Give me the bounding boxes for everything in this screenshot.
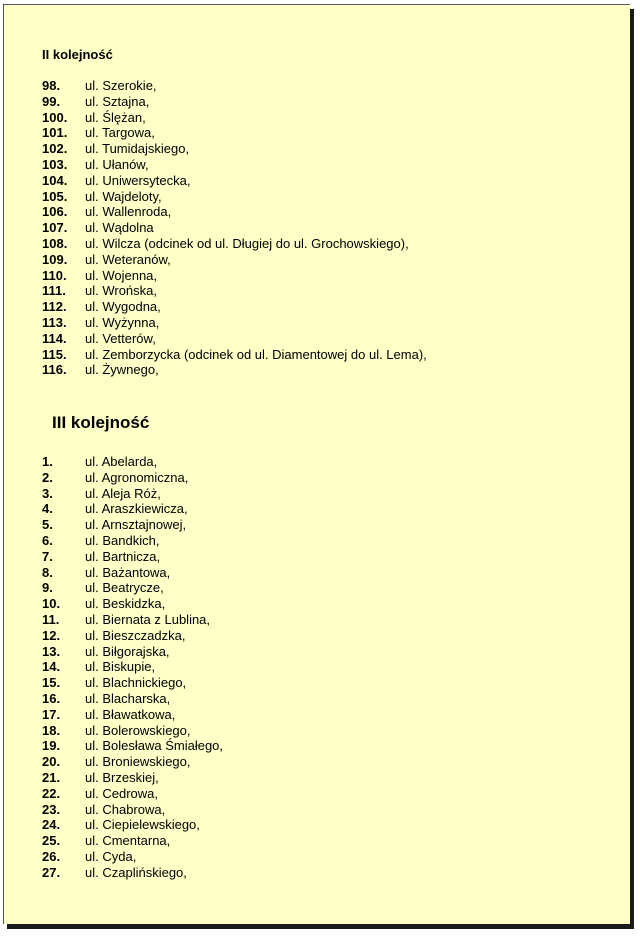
street-name: ul. Tumidajskiego,	[85, 141, 190, 157]
street-list-item	[42, 659, 223, 675]
street-name: ul. Wallenroda,	[85, 204, 172, 220]
street-list-item	[42, 78, 427, 94]
street-name: ul. Bandkich,	[85, 532, 160, 548]
street-list-item	[42, 628, 223, 644]
street-list-item	[42, 565, 223, 581]
street-list-item	[42, 141, 427, 157]
street-name: ul. Broniewskiego,	[85, 754, 191, 770]
street-list-item	[42, 331, 427, 347]
item-number: 106.	[42, 204, 68, 220]
section-2-street-list	[42, 78, 427, 378]
street-list-item	[42, 347, 427, 363]
street-list-item	[42, 157, 427, 173]
item-number: 102.	[42, 141, 68, 157]
item-number: 19.	[42, 738, 61, 754]
street-name: ul. Biłgorajska,	[85, 643, 170, 659]
street-list-item	[42, 94, 427, 110]
item-number: 111.	[42, 283, 66, 299]
street-list-item	[42, 299, 427, 315]
street-list-item	[42, 470, 223, 486]
item-number: 21.	[42, 769, 61, 785]
item-number: 9.	[42, 580, 53, 596]
street-name: ul. Sztajna,	[85, 93, 150, 109]
street-name: ul. Abelarda,	[85, 454, 158, 469]
street-list-item	[42, 517, 223, 533]
street-list-item	[42, 580, 223, 596]
street-name: ul. Brzeskiej,	[85, 769, 159, 785]
street-list-item	[42, 817, 223, 833]
item-number: 1.	[42, 454, 53, 469]
item-number: 25.	[42, 833, 61, 849]
street-list-item	[42, 707, 223, 723]
street-list-item	[42, 252, 427, 268]
street-list-item	[42, 486, 223, 502]
item-number: 2.	[42, 469, 53, 485]
item-number: 22.	[42, 785, 61, 801]
item-number: 11.	[42, 611, 60, 627]
street-list-item	[42, 362, 427, 378]
street-name: ul. Wądolna	[85, 220, 154, 236]
street-name: ul. Beskidzka,	[85, 596, 166, 612]
item-number: 13.	[42, 643, 61, 659]
street-name: ul. Wajdeloty,	[85, 188, 162, 204]
item-number: 105.	[42, 188, 68, 204]
street-name: ul. Araszkiewicza,	[85, 501, 188, 517]
item-number: 114.	[42, 330, 67, 346]
street-list-item	[42, 675, 223, 691]
item-number: 110.	[42, 267, 67, 283]
street-name: ul. Wrońska,	[85, 283, 158, 299]
street-name: ul. Bartnicza,	[85, 548, 161, 564]
street-name: ul. Cmentarna,	[85, 833, 171, 849]
street-list-item	[42, 738, 223, 754]
street-name: ul. Wyżynna,	[85, 314, 160, 330]
street-list-item	[42, 110, 427, 126]
street-name: ul. Blacharska,	[85, 690, 171, 706]
item-number: 24.	[42, 817, 61, 833]
street-name: ul. Cyda,	[85, 848, 137, 864]
item-number: 6.	[42, 532, 53, 548]
item-number: 107.	[42, 220, 68, 236]
item-number: 99.	[42, 93, 61, 109]
item-number: 5.	[42, 517, 53, 533]
item-number: 14.	[42, 659, 61, 675]
street-name: ul. Biskupie,	[85, 659, 156, 675]
street-list-item	[42, 125, 427, 141]
street-name: ul. Wilcza (odcinek od ul. Długiej do ul. Grochowskiego),	[85, 235, 409, 251]
street-list-item	[42, 723, 223, 739]
street-list-item	[42, 849, 223, 865]
street-name: ul. Wojenna,	[85, 267, 158, 283]
item-number: 18.	[42, 722, 61, 738]
section-3-street-list	[42, 454, 223, 881]
item-number: 7.	[42, 548, 53, 564]
item-number: 113.	[42, 314, 67, 330]
street-list-item	[42, 612, 223, 628]
street-list-item	[42, 315, 427, 331]
item-number: 3.	[42, 485, 53, 501]
street-list-item	[42, 865, 223, 881]
item-number: 23.	[42, 801, 61, 817]
street-list-item	[42, 770, 223, 786]
item-number: 17.	[42, 706, 61, 722]
section-3-heading: III kolejność	[52, 413, 150, 432]
street-name: ul. Aleja Róż,	[85, 485, 161, 501]
street-list-item	[42, 691, 223, 707]
street-name: ul. Weteranów,	[85, 251, 171, 267]
street-name: ul. Ślężan,	[85, 109, 146, 125]
street-name: ul. Blachnickiego,	[85, 675, 187, 691]
item-number: 16.	[42, 690, 61, 706]
street-name: ul. Szerokie,	[85, 78, 157, 93]
item-number: 26.	[42, 848, 61, 864]
street-name: ul. Arnsztajnowej,	[85, 517, 187, 533]
item-number: 101.	[42, 125, 68, 141]
street-list-item	[42, 283, 427, 299]
street-name: ul. Żywnego,	[85, 362, 159, 378]
street-list-item	[42, 454, 223, 470]
item-number: 20.	[42, 754, 61, 770]
street-name: ul. Beatrycze,	[85, 580, 164, 596]
street-list-item	[42, 189, 427, 205]
street-name: ul. Agronomiczna,	[85, 469, 189, 485]
street-name: ul. Biernata z Lublina,	[85, 611, 211, 627]
street-name: ul. Bławatkowa,	[85, 706, 176, 722]
street-list-item	[42, 173, 427, 189]
item-number: 100.	[42, 109, 68, 125]
street-list-item	[42, 786, 223, 802]
section-2-heading: II kolejność	[42, 47, 113, 62]
street-list-item	[42, 833, 223, 849]
street-name: ul. Cedrowa,	[85, 785, 158, 801]
street-list-item	[42, 533, 223, 549]
item-number: 12.	[42, 627, 61, 643]
street-name: ul. Vetterów,	[85, 330, 156, 346]
item-number: 104.	[42, 172, 68, 188]
street-list-item	[42, 596, 223, 612]
street-list-item	[42, 802, 223, 818]
street-list-item	[42, 268, 427, 284]
item-number: 115.	[42, 346, 67, 362]
street-list-item	[42, 549, 223, 565]
street-list-item	[42, 204, 427, 220]
street-name: ul. Bieszczadzka,	[85, 627, 186, 643]
document-page	[3, 4, 630, 924]
item-number: 15.	[42, 675, 61, 691]
street-list-item	[42, 644, 223, 660]
item-number: 108.	[42, 235, 68, 251]
item-number: 103.	[42, 156, 68, 172]
street-name: ul. Bażantowa,	[85, 564, 171, 580]
street-list-item	[42, 220, 427, 236]
street-name: ul. Czaplińskiego,	[85, 864, 187, 880]
item-number: 8.	[42, 564, 53, 580]
street-list-item	[42, 754, 223, 770]
street-list-item	[42, 501, 223, 517]
street-name: ul. Ciepielewskiego,	[85, 817, 200, 833]
street-name: ul. Bolesława Śmiałego,	[85, 738, 224, 754]
item-number: 116.	[42, 362, 67, 378]
item-number: 4.	[42, 501, 53, 517]
item-number: 98.	[42, 78, 61, 93]
item-number: 27.	[42, 864, 61, 880]
street-name: ul. Targowa,	[85, 125, 155, 141]
street-list-item	[42, 236, 427, 252]
item-number: 10.	[42, 596, 61, 612]
street-name: ul. Bolerowskiego,	[85, 722, 191, 738]
street-name: ul. Ułanów,	[85, 156, 149, 172]
street-name: ul. Chabrowa,	[85, 801, 166, 817]
street-name: ul. Zemborzycka (odcinek od ul. Diamentowej do ul. Lema),	[85, 346, 427, 362]
item-number: 112.	[42, 299, 67, 315]
street-name: ul. Uniwersytecka,	[85, 172, 191, 188]
item-number: 109.	[42, 251, 68, 267]
street-name: ul. Wygodna,	[85, 299, 161, 315]
